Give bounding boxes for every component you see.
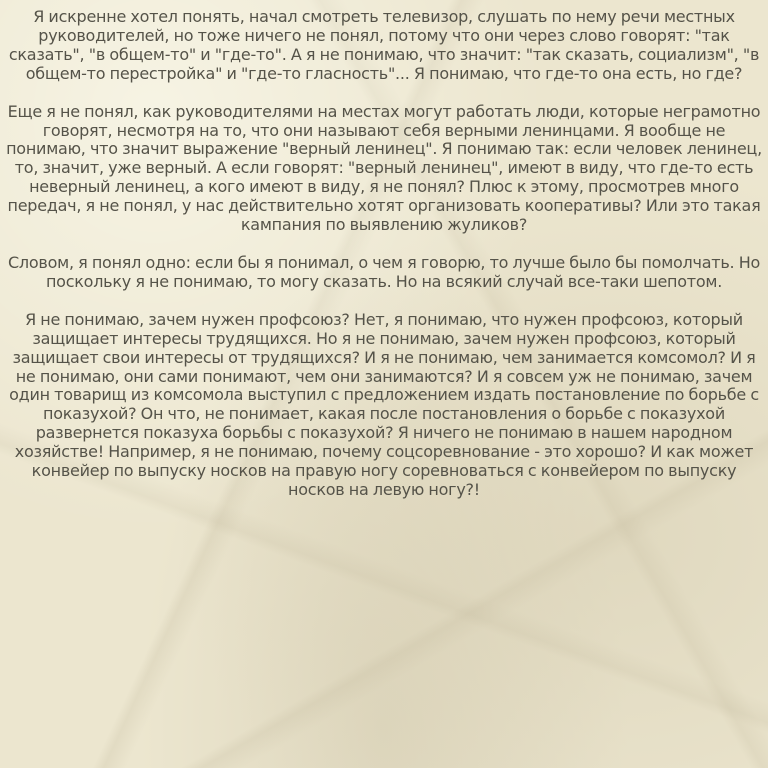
paragraph-2: Еще я не понял, как руководителями на местах могут работать люди, которые неграмотно говорят, несмотря на то, что они называют себя верными ленинцами. Я вообще не понимаю, что значит выражение "верный ленинец". Я понимаю так: если человек ленинец, то, значит, уже верный. А если говорят: "верный ленинец", имеют в виду, что где-то есть неверный ленинец, а кого имеют в виду, я не понял? Плюс к этому, просмотрев много передач, я не понял, у нас действительно хотят организовать кооперативы? Или это такая кампания по выявлению жуликов? — [6, 101, 762, 235]
paragraph-4: Я не понимаю, зачем нужен профсоюз? Нет, я понимаю, что нужен профсоюз, который защищает интересы трудящихся. Но я не понимаю, зачем нужен профсоюз, который защищает свои интересы от трудящихся? И я не понимаю, чем занимается комсомол? И я не понимаю, они сами понимают, чем они занимаются? И я совсем уж не понимаю, зачем один товарищ из комсомола выступил с предложением издать постановление по борьбе с показухой? Он что, не понимает, какая после постановления о борьбе с показухой развернется показуха борьбы с показухой? Я ничего не понимаю в нашем народном хозяйстве! Например, я не понимаю, почему соцсоревнование - это хорошо? И как может конвейер по выпуску носков на правую ногу соревноваться с конвейером по выпуску носков на левую ногу?! — [9, 309, 759, 499]
paragraph-3: Словом, я понял одно: если бы я понимал, о чем я говорю, то лучше было бы помолчать. Но поскольку я не понимаю, то могу сказать. Но на всякий случай все-таки шепотом. — [7, 252, 761, 291]
paragraph-1: Я искренне хотел понять, начал смотреть телевизор, слушать по нему речи местных руководителей, но тоже ничего не понял, потому что они через слово говорят: "так сказать", "в общем-то" и "где-то". А я не понимаю, что значит: "так сказать, социализм", "в общем-то перестройка" и "где-то гласность"... Я понимаю, что где-то она есть, но где? — [8, 7, 760, 83]
